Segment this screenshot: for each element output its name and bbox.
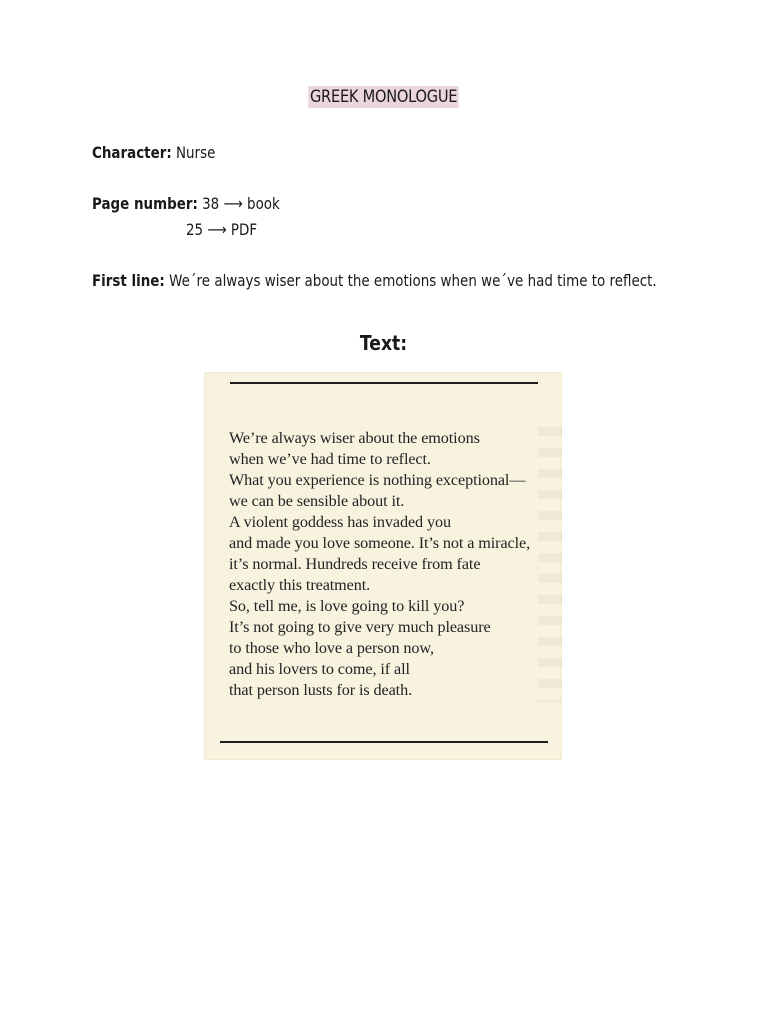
monologue-line: and his lovers to come, if all: [229, 660, 410, 678]
first-line-field: [92, 271, 657, 290]
page-number-pdf: 25 ⟶ PDF: [186, 220, 258, 239]
monologue-scan-image: [204, 372, 562, 760]
page-number-field: [92, 194, 280, 213]
monologue-line: What you experience is nothing exceptional—: [229, 471, 526, 489]
monologue-line: that person lusts for is death.: [229, 681, 413, 699]
monologue-line: and made you love someone. It’s not a miracle,: [229, 534, 531, 552]
monologue-line: exactly this treatment.: [229, 576, 371, 594]
character-field: [92, 143, 215, 162]
monologue-line: We’re always wiser about the emotions: [229, 429, 480, 447]
page-number-label: Page number:: [92, 194, 198, 213]
monologue-line: to those who love a person now,: [229, 639, 434, 657]
monologue-line: It’s not going to give very much pleasure: [229, 618, 491, 636]
first-line-label: First line:: [92, 271, 165, 290]
monologue-line: we can be sensible about it.: [229, 492, 405, 510]
monologue-line: So, tell me, is love going to kill you?: [229, 597, 465, 615]
character-value: Nurse: [175, 143, 216, 162]
monologue-line: A violent goddess has invaded you: [229, 513, 451, 531]
top-rule-divider: [230, 382, 538, 384]
page-title: [0, 86, 768, 108]
text-heading: [0, 331, 768, 355]
monologue-line: when we’ve had time to reflect.: [229, 450, 431, 468]
monologue-line: it’s normal. Hundreds receive from fate: [229, 555, 481, 573]
character-label: Character:: [92, 143, 172, 162]
text-heading-label: Text:: [360, 331, 408, 355]
page-number-book: 38 ⟶ book: [202, 194, 280, 213]
first-line-value: We´re always wiser about the emotions when we´ve had time to reflect.: [169, 271, 657, 290]
bleed-through-shadow: [538, 427, 562, 702]
page-title-text: GREEK MONOLOGUE: [310, 87, 458, 107]
monologue-text: [229, 428, 530, 701]
bottom-rule-divider: [220, 741, 548, 743]
